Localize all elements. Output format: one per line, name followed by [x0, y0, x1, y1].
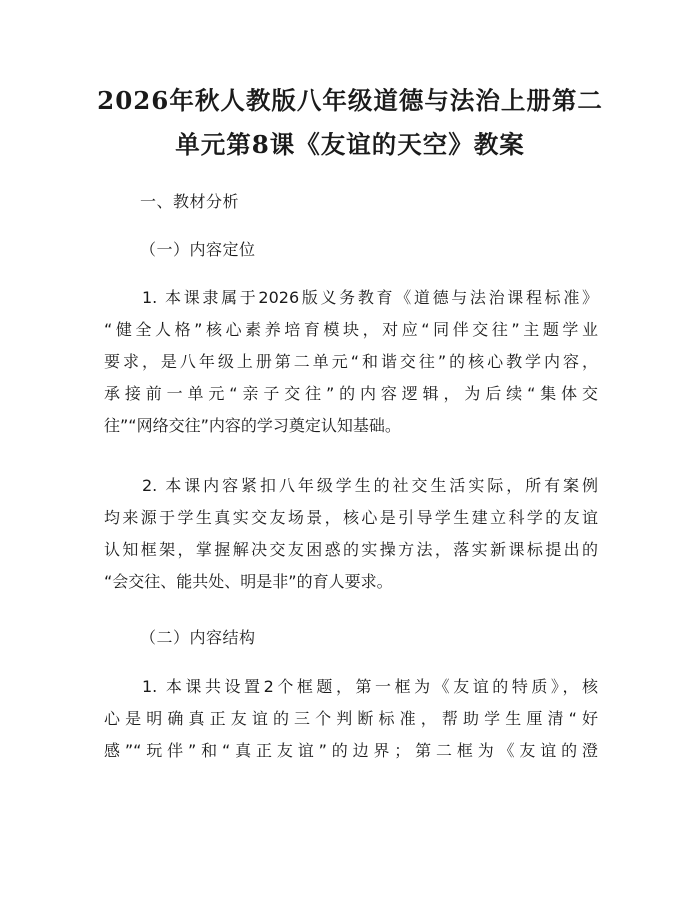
section-heading-textbook-analysis: 一、教材分析 [140, 192, 240, 211]
paragraph-line: 承接前一单元“亲子交往”的内容逻辑，为后续“集体交 [104, 384, 598, 403]
subsection-heading-content-positioning: （一）内容定位 [140, 240, 256, 259]
document-title-line-2: 单元第8课《友谊的天空》教案 [175, 130, 525, 159]
paragraph-3 [104, 671, 598, 767]
paragraph-line: 感”“玩伴”和“真正友谊”的边界；第二框为《友谊的澄 [104, 741, 598, 760]
paragraph-1 [104, 282, 598, 442]
paragraph-line: 1. 本课隶属于2026版义务教育《道德与法治课程标准》 [142, 288, 598, 307]
paragraph-line: 往”“网络交往”内容的学习奠定认知基础。 [104, 416, 401, 435]
paragraph-line: 心是明确真正友谊的三个判断标准，帮助学生厘清“好 [104, 709, 598, 728]
document-title-line-1: 2026年秋人教版八年级道德与法治上册第二 [97, 86, 603, 115]
paragraph-line: 认知框架，掌握解决交友困惑的实操方法，落实新课标提出的 [104, 540, 598, 559]
paragraph-line: 2. 本课内容紧扣八年级学生的社交生活实际，所有案例 [142, 476, 598, 495]
paragraph-line: “会交往、能共处、明是非”的育人要求。 [104, 572, 393, 591]
subsection-heading-content-structure: （二）内容结构 [140, 628, 256, 647]
paragraph-line: 均来源于学生真实交友场景，核心是引导学生建立科学的友谊 [104, 508, 598, 527]
paragraph-2 [104, 470, 598, 598]
paragraph-line: “健全人格”核心素养培育模块，对应“同伴交往”主题学业 [104, 320, 598, 339]
paragraph-line: 要求，是八年级上册第二单元“和谐交往”的核心教学内容， [104, 352, 598, 371]
paragraph-line: 1. 本课共设置2个框题，第一框为《友谊的特质》，核 [142, 677, 598, 696]
